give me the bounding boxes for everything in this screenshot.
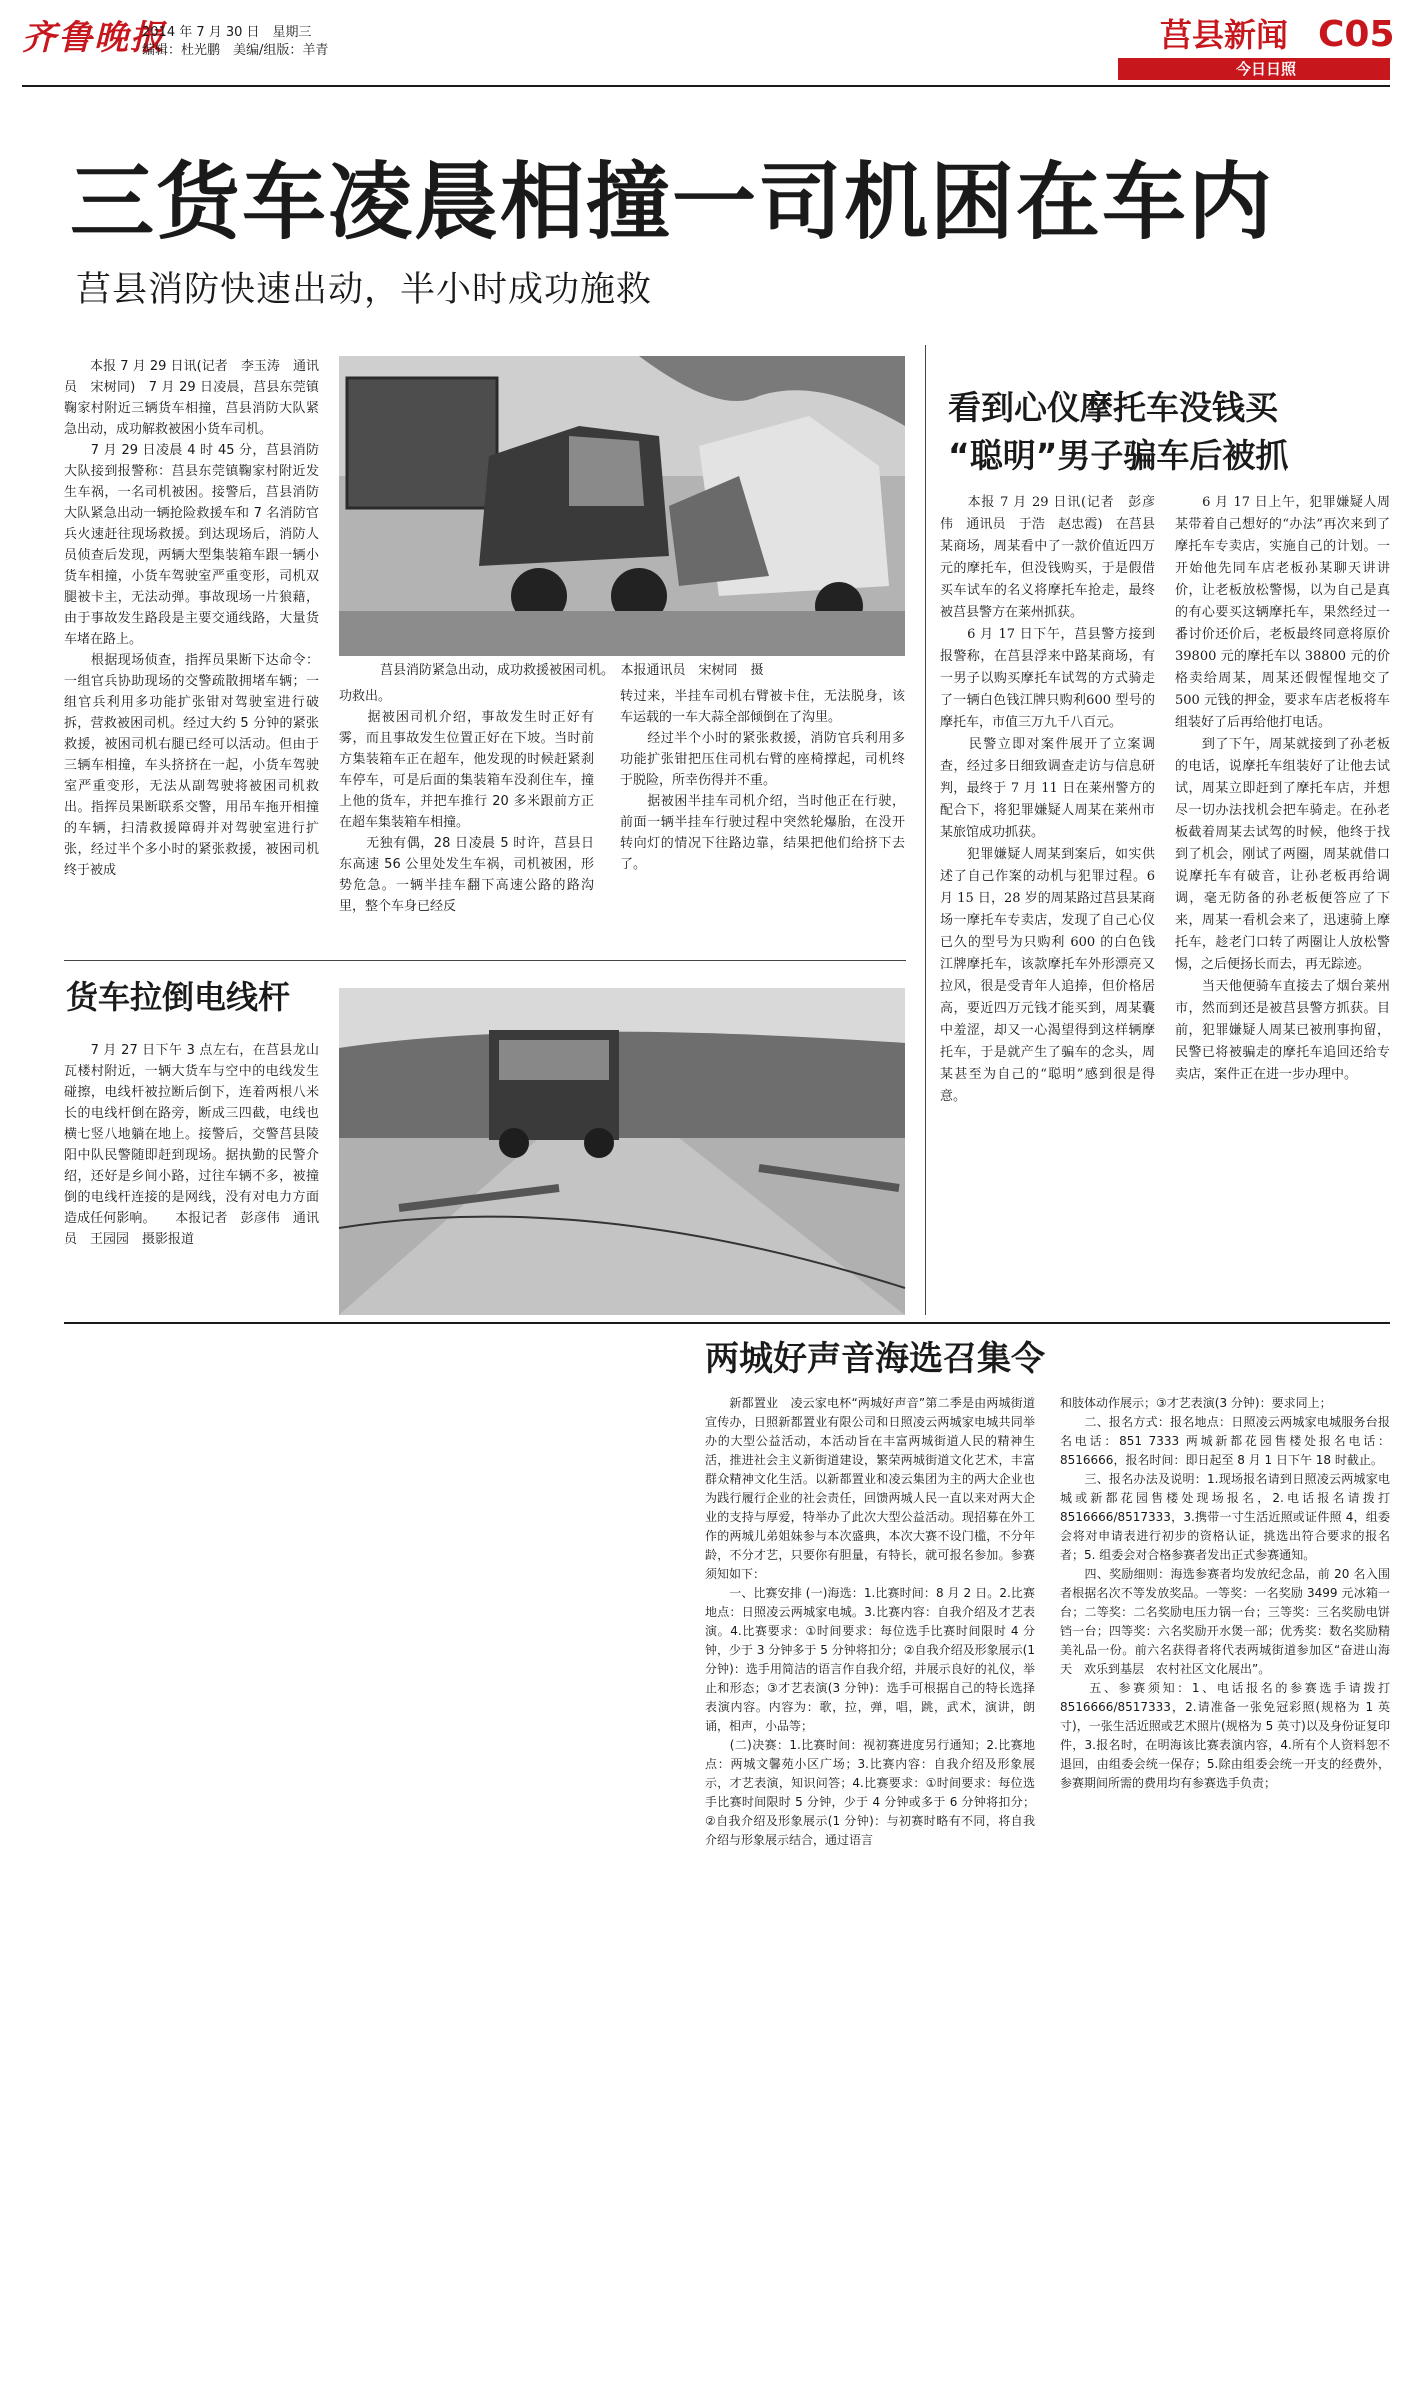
divider-vertical: [925, 345, 926, 1315]
contest-headline: 两城好声音海选召集令: [705, 1339, 1045, 1379]
contest-column-2: 和肢体动作展示；③才艺表演(3 分钟)：要求同上； 二、报名方式：报名地点：日照凌云两城家电城服务台报名电话：851 7333 两城新都花园售楼处报名电话：8516666，报名时间：即日起至 8 月 1 日下午 18 时截止。 三、报名办法及说明：1.现场报名请到日照凌云两城家电城或新都花园售楼处现场报名，2.电话报名请拨打 8516666/8517333，3.携带一寸生活近照或证件照 4，组委会将对申请表进行初步的资格认证，挑选出符合要求的报名者；5. 组委会对合格参赛者发出正式参赛通知。 四、奖励细则：海选参赛者均发放纪念品，前 20 名入围者根据名次不等发放奖品。一等奖：一名奖励 3499 元冰箱一台；二等奖：二名奖励电压力锅一台；三等奖：三名奖励电饼铛一台；四等奖：六名奖励开水煲一部；优秀奖：数名奖励精美礼品一份。前六名获得者将代表两城街道参加区“奋进山海天 欢乐到基层 农村社区文化展出”。 五、参赛须知：1、电话报名的参赛选手请拨打 8516666/8517333，2.请准备一张免冠彩照(规格为 1 英寸)，一张生活近照或艺术照片(规格为 5 英寸)以及身份证复印件，3.报名时，在明海该比赛表演内容，4.所有个人资料恕不退回，由组委会统一保存；5.除由组委会统一开支的经费外，参赛期间所需的费用均有参赛选手负责；: [1060, 1396, 1390, 1790]
crash-photo-caption: 莒县消防紧急出动，成功救援被困司机。 本报通讯员 宋树同 摄: [380, 663, 764, 678]
date-line: 2014 年 7 月 30 日 星期三: [142, 25, 312, 40]
wire-body: 7 月 27 日下午 3 点左右，在莒县龙山瓦楼村附近，一辆大货车与空中的电线发生碰擦，电线杆被拉断后倒下，连着两根八米长的电线杆倒在路旁，断成三四截，电线也横七竖八地躺在地上。接警后，交警莒县陵阳中队民警随即赶到现场。据执勤的民警介绍，还好是乡间小路，过往车辆不多，被撞倒的电线杆连接的是网线，没有对电力方面造成任何影响。 本报记者 彭彦伟 通讯员 王园园 摄影报道: [64, 1043, 319, 1247]
divider-lead-bottom: [64, 960, 906, 961]
moto-headline-line2: “聪明”男子骗车后被抓: [948, 436, 1289, 475]
moto-column-1: 本报 7 月 29 日讯(记者 彭彦伟 通讯员 于浩 赵忠霞) 在莒县某商场，周某看中了一款价值近四万元的摩托车，但没钱购买，于是假借买车试车的名义将摩托车抢走，最终被莒县警方在莱州抓获。 6 月 17 日下午，莒县警方接到报警称，在莒县浮来中路某商场，有一男子以购买摩托车试驾的方式骑走了一辆白色钱江牌只购利600 型号的摩托车，市值三万九千八百元。 民警立即对案件展开了立案调查，经过多日细致调查走访与信息研判，最终于 7 月 11 日在莱州警方的配合下，将犯罪嫌疑人周某在莱州市某旅馆成功抓获。 犯罪嫌疑人周某到案后，如实供述了自己作案的动机与犯罪过程。6 月 15 日，28 岁的周某路过莒县某商场一摩托车专卖店，发现了自己心仪已久的型号为只购利 600 的白色钱江牌摩托车，该款摩托车外形漂亮又拉风，很是受青年人追捧，但价格居高，要近四万元钱才能买到，周某囊中羞涩，却又一心渴望得到这样辆摩托车，于是就产生了骗车的念头，周某甚至为自己的“聪明”感到很是得意。: [940, 495, 1155, 1104]
divider-full-width: [64, 1322, 1390, 1324]
staff-line: 编辑：杜光鹏 美编/组版：羊青: [142, 43, 329, 58]
page-number: C05: [1318, 14, 1395, 55]
subheadline: 莒县消防快速出动，半小时成功施救: [76, 270, 653, 310]
contest-column-1: 新都置业 凌云家电杯“两城好声音”第二季是由两城街道宣传办，日照新都置业有限公司和日照凌云两城家电城共同举办的大型公益活动，本活动旨在丰富两城街道人民的精神生活，推进社会主义新街道建设，繁荣两城街道文化艺术，丰富群众精神文化生活。以新都置业和凌云集团为主的两大企业也为践行履行企业的社会责任，回馈两城人民一直以来对两大企业的支持与厚爱，特举办了此次大型公益活动。现招募在外工作的两城儿弟姐妹参与本次盛典，本次大赛不设门槛，不分年龄，不分才艺，只要你有胆量，有特长，就可报名参加。参赛须知如下： 一、比赛安排 (一)海选：1.比赛时间：8 月 2 日。2.比赛地点：日照凌云两城家电城。3.比赛内容：自我介绍及才艺表演。4.比赛要求：①时间要求：每位选手比赛时间限时 4 分钟，少于 3 分钟多于 5 分钟将扣分；②自我介绍及形象展示(1 分钟)：选手用简洁的语言作自我介绍，并展示良好的礼仪，举止和形态；③才艺表演(3 分钟)：选手可根据自己的特长选择表演内容。内容为：歌，拉，弹，唱，跳，武术，演讲，朗诵，相声，小品等； (二)决赛：1.比赛时间：视初赛进度另行通知；2.比赛地点：两城文馨苑小区广场；3.比赛内容：自我介绍及形象展示，才艺表演，知识问答；4.比赛要求：①时间要求：每位选手比赛时间限时 5 分钟，少于 4 分钟或多于 6 分钟将扣分；②自我介绍及形象展示(1 分钟)：与初赛时略有不同，将自我介绍与形象展示结合，通过语言: [705, 1396, 1035, 1847]
section-title: 莒县新闻: [1160, 16, 1289, 54]
lead-column-2: 功救出。 据被困司机介绍，事故发生时正好有雾，而且事故发生位置正好在下坡。当时前方集装箱车正在超车，他发现的时候赶紧刹车停车，可是后面的集装箱车没刹住车，撞上他的货车，并把车推行 20 多米跟前方正在超车集装箱车相撞。 无独有偶，28 日凌晨 5 时许，莒县日东高速 56 公里处发生车祸，司机被困，形势危急。一辆半挂车翻下高速公路的路沟里，整个车身已经反: [339, 689, 594, 914]
moto-headline-line1: 看到心仪摩托车没钱买: [948, 388, 1278, 427]
lead-column-3: 转过来，半挂车司机右臂被卡住，无法脱身，该车运载的一车大蒜全部倾倒在了沟里。 经过半个小时的紧张救援，消防官兵利用多功能扩张钳把压住司机右臂的座椅撑起，司机终于脱险，所幸伤得并不重。 据被困半挂车司机介绍，当时他正在行驶，前面一辆半挂车行驶过程中突然轮爆胎，在没开转向灯的情况下往路边靠，结果把他们给挤下去了。: [620, 689, 905, 872]
wire-headline: 货车拉倒电线杆: [66, 978, 291, 1016]
masthead-rule: [22, 85, 1390, 87]
lead-column-1: 本报 7 月 29 日讯(记者 李玉涛 通讯员 宋树同) 7 月 29 日凌晨，莒县东莞镇鞠家村附近三辆货车相撞，莒县消防大队紧急出动，成功解救被困小货车司机。 7 月 29 日凌晨 4 时 45 分，莒县消防大队接到报警称：莒县东莞镇鞠家村附近发生车祸，一名司机被困。接警后，莒县消防大队紧急出动一辆抢险救援车和 7 名消防官兵火速赶往现场救援。到达现场后，消防人员侦查后发现，两辆大型集装箱车跟一辆小货车相撞，小货车驾驶室严重变形，司机双腿被卡主，无法动弹。事故现场一片狼藉，由于事故发生路段是主要交通线路，大量货车堵在路上。 根据现场侦查，指挥员果断下达命令：一组官兵协助现场的交警疏散拥堵车辆；一组官兵利用多功能扩张钳对驾驶室进行破拆，营救被困司机。经过大约 5 分钟的紧张救援，被困司机右腿已经可以活动。但由于三辆车相撞，车头挤挤在一起，小货车驾驶室严重变形，无法从副驾驶将被困司机救出。指挥员果断联系交警，用吊车拖开相撞的车辆，扫清救援障碍并对驾驶室进行扩张，经过半个多小时的紧张救援，被困司机终于被成: [64, 359, 319, 878]
headline: 三货车凌晨相撞一司机困在车内: [70, 153, 1275, 251]
crash-photo: [339, 356, 905, 656]
moto-column-2: 6 月 17 日上午，犯罪嫌疑人周某带着自己想好的“办法”再次来到了摩托车专卖店，实施自己的计划。一开始他先同车店老板孙某聊天讲讲价，让老板放松警惕，以为自己是真的有心要买这辆摩托车，果然经过一番讨价还价后，老板最终同意将原价 39800 元的摩托车以 38800 元的价格卖给周某，周某还假惺惺地交了 500 元钱的押金，要求车店老板将车组装好了后再给他打电话。 到了下午，周某就接到了孙老板的电话，说摩托车组装好了让他去试试，周某立即赶到了摩托车店，并想尽一切办法找机会把车骑走。在孙老板截着周某去试驾的时候，他终于找到了机会，刚试了两圈，周某就借口说摩托车有破音，让孙老板再给调调，毫无防备的孙老板便答应了下来，周某一看机会来了，迅速骑上摩托车，趁老门口转了两圈让人放松警惕，之后便扬长而去，再无踪迹。 当天他便骑车直接去了烟台莱州市，然而到还是被莒县警方抓获。目前，犯罪嫌疑人周某已被刑事拘留，民警已将被骗走的摩托车追回还给专卖店，案件正在进一步办理中。: [1175, 495, 1390, 1082]
newspaper-logo: 齐鲁晚报: [22, 18, 166, 58]
crash-photo-illustration: [339, 356, 905, 656]
sub-section-label: 今日日照: [1236, 60, 1297, 78]
wire-photo-illustration: [339, 988, 905, 1315]
wire-photo: [339, 988, 905, 1315]
